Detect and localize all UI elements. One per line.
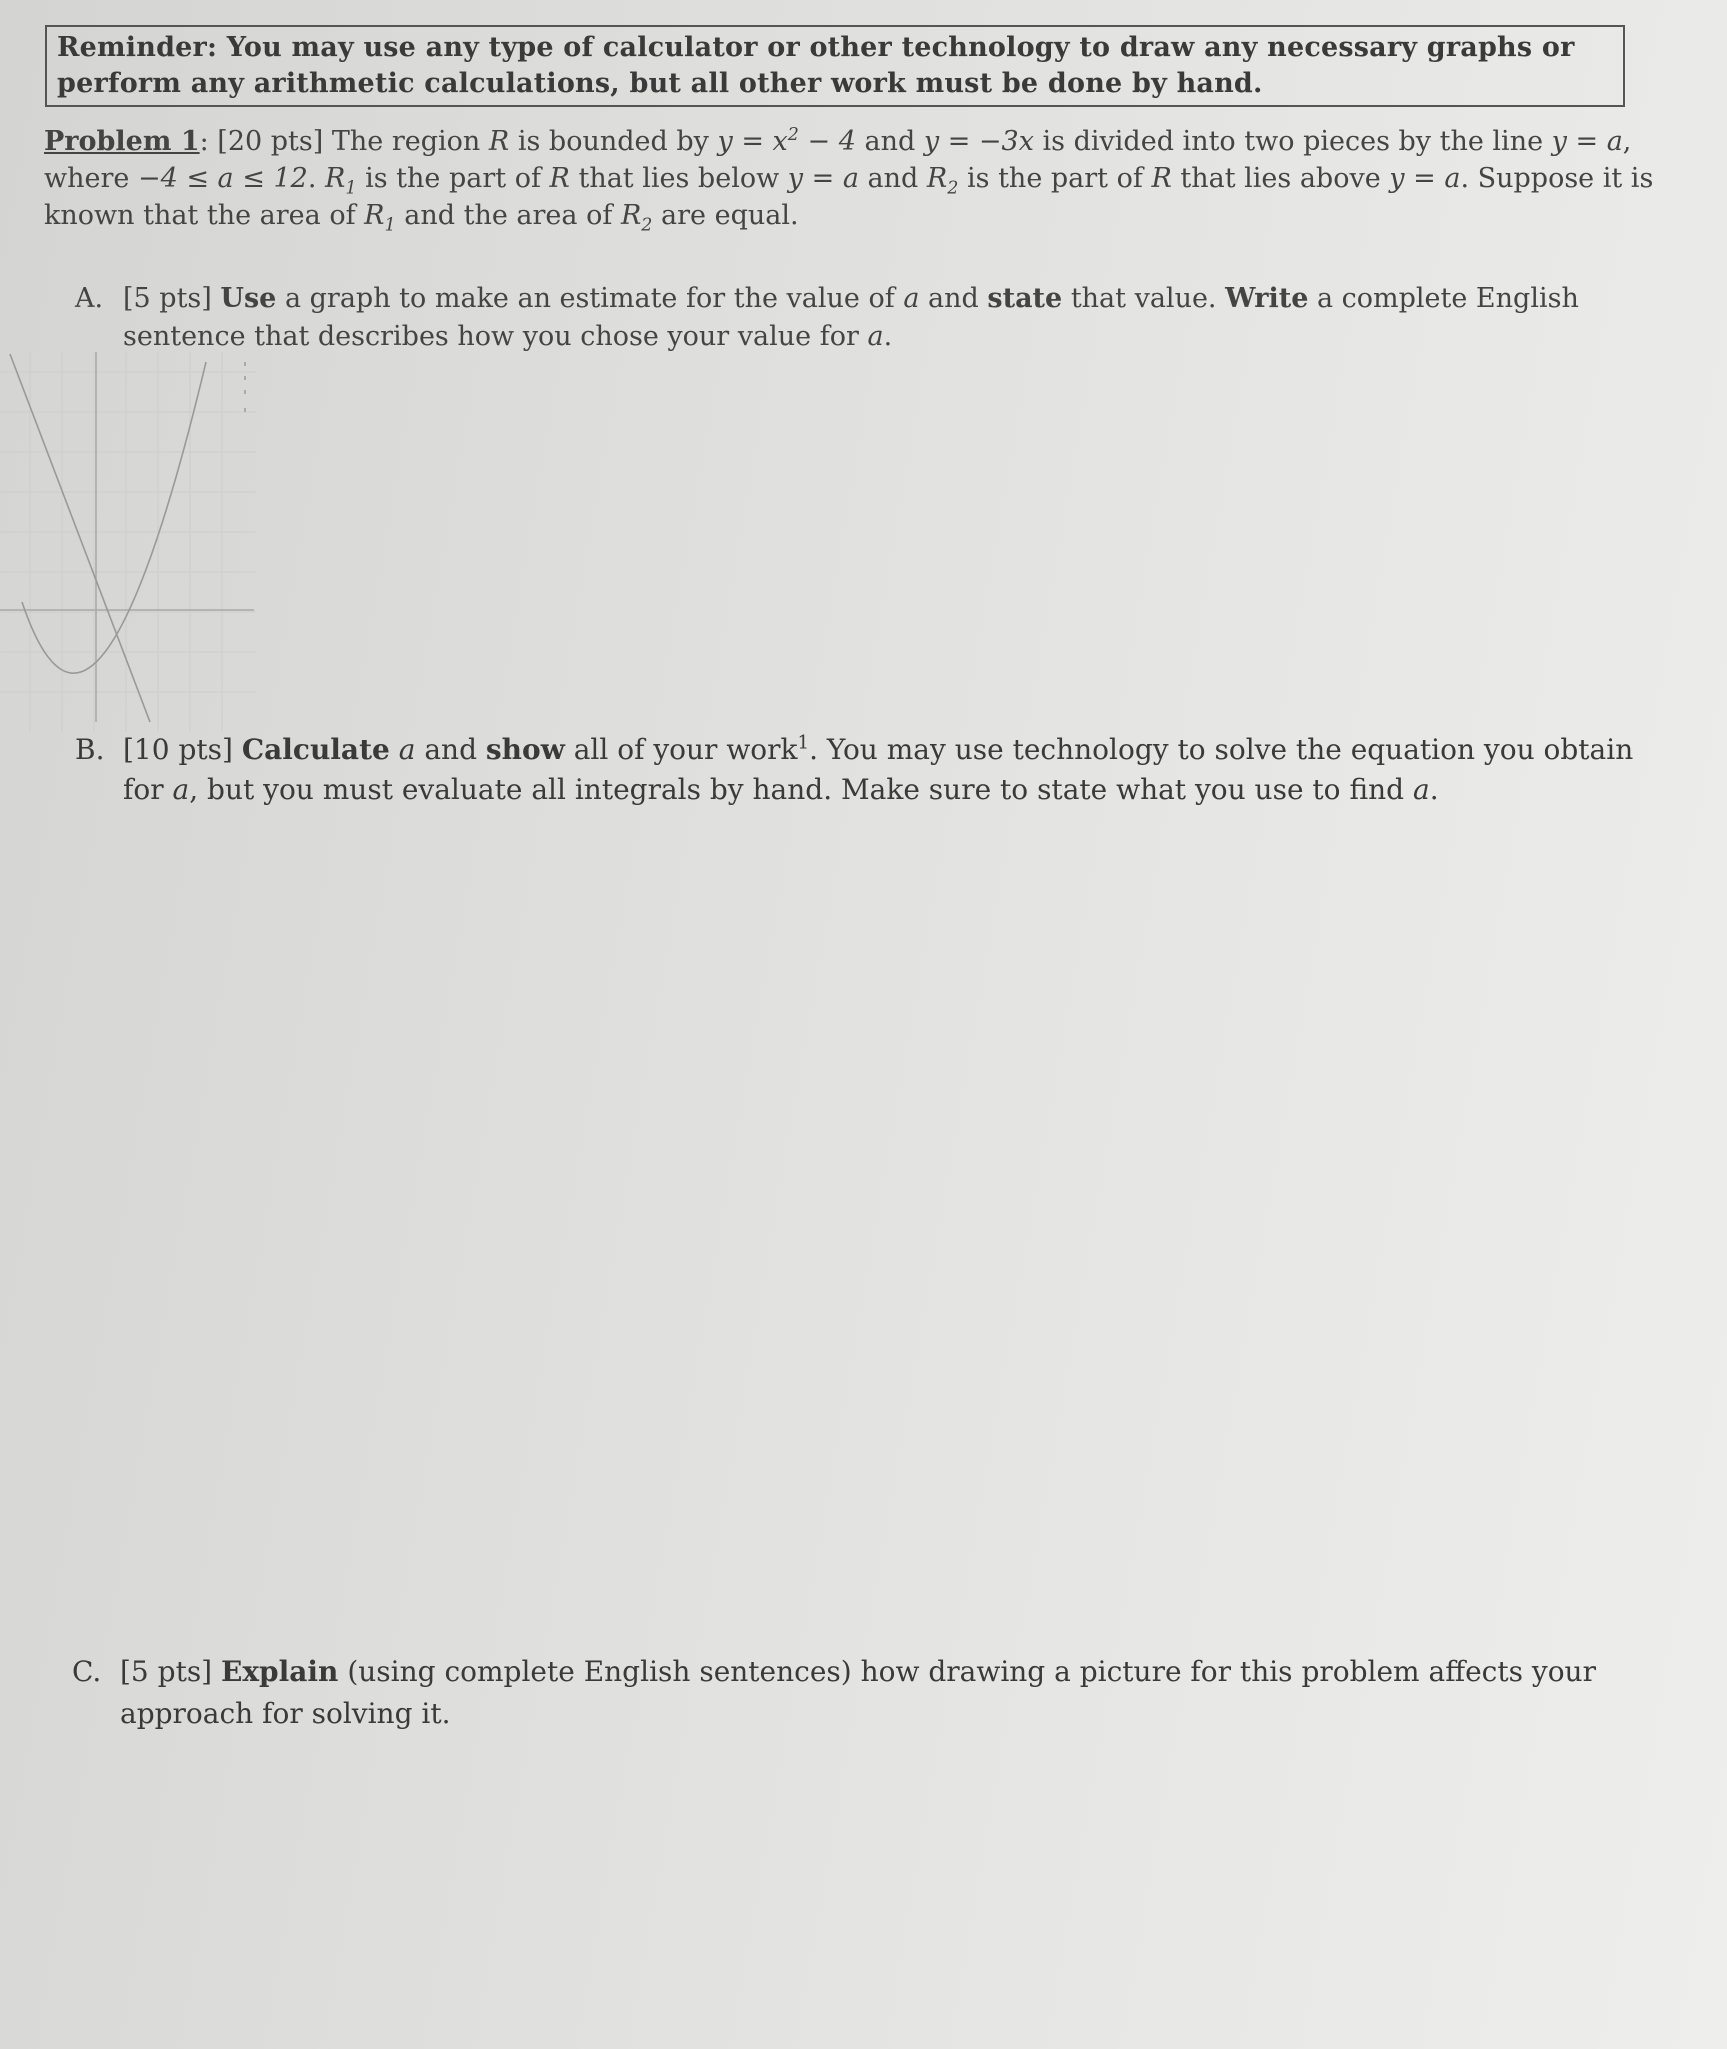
problem-statement: Problem 1: [20 pts] The region R is bounded by $y = x^2 - 4$ and y = −3x is divided into two pieces by the line y = a, where −4 ≤ a ≤ 12. $R_1$ is the part of R that lies below y = a and $R_2$ is the part of R that lies above y = a. Suppose it is known that the area of $R_1$ and the area of $R_2$ are equal. (44, 125, 1654, 236)
part-a-text: and (928, 283, 979, 314)
problem-text: are equal. (661, 200, 799, 231)
part-b-text: all of your work (573, 733, 798, 766)
problem-heading: Problem 1 (44, 126, 200, 157)
problem-text: is the part of (365, 163, 541, 194)
part-b-text: . (1429, 773, 1439, 806)
problem-text: and (867, 163, 919, 194)
reminder-label: Reminder: (57, 32, 218, 63)
part-c-text: (using complete English sentences) how drawing a picture for this problem affects your approach for solving it. (120, 1655, 1596, 1730)
part-a-points: [5 pts] (123, 283, 212, 314)
graph-grid (0, 352, 256, 732)
part-a-text: a graph to make an estimate for the value of (284, 283, 895, 314)
problem-points: [20 pts] (217, 126, 324, 157)
symbol-r2: $R_2$ (620, 200, 653, 236)
symbol-r: R (488, 126, 510, 157)
problem-text: . (307, 163, 317, 194)
reminder-text: You may use any type of calculator or other technology to draw any necessary graphs or perform any arithmetic calculations, but all other work must be done by hand. (57, 32, 1575, 99)
part-a-text: . (883, 321, 893, 352)
part-a (75, 280, 1635, 356)
variable-a: a (1412, 773, 1430, 806)
graph-tick-marks (244, 362, 246, 412)
reminder-box (45, 25, 1625, 107)
problem-text: The region (331, 126, 481, 157)
graph-sketch (0, 352, 256, 732)
equation-horizontal-line: y = a (1389, 163, 1461, 194)
part-b-text: . You may use technology to solve the equation you obtain for (123, 733, 1634, 806)
equation-horizontal-line: y = a (787, 163, 859, 194)
symbol-r1: $R_1$ (364, 200, 396, 236)
variable-a: a (903, 283, 920, 314)
part-b-keyword: show (485, 733, 565, 766)
part-c (72, 1651, 1632, 1735)
variable-a: a (172, 773, 190, 806)
part-a-keyword: state (987, 283, 1063, 314)
problem-text: and (864, 126, 916, 157)
part-a-keyword: Write (1225, 283, 1309, 314)
footnote-marker: 1 (797, 732, 810, 754)
part-b-text: and (424, 733, 477, 766)
part-a-keyword: Use (220, 283, 277, 314)
part-a-letter: A. (75, 283, 104, 314)
part-b (75, 730, 1675, 810)
part-c-points: [5 pts] (120, 1655, 213, 1688)
part-a-text: a complete English sentence that describes how you chose your value for (123, 283, 1579, 352)
variable-a: a (867, 321, 884, 352)
variable-a: a (398, 733, 416, 766)
problem-text: that lies below (578, 163, 780, 194)
problem-text: , where (44, 126, 1632, 194)
symbol-r1: $R_1$ (325, 163, 357, 199)
part-c-letter: C. (72, 1655, 102, 1688)
part-b-points: [10 pts] (123, 733, 233, 766)
line-curve (10, 354, 150, 722)
problem-text: and the area of (404, 200, 613, 231)
problem-text: is bounded by (517, 126, 709, 157)
part-c-keyword: Explain (221, 1655, 339, 1688)
symbol-r: R (549, 163, 570, 194)
problem-text: that lies above (1180, 163, 1381, 194)
symbol-r2: $R_2$ (926, 163, 959, 199)
equation-horizontal-line: y = a (1551, 126, 1623, 157)
problem-text: Suppose it is known that the area of (44, 163, 1654, 231)
part-b-letter: B. (75, 733, 105, 766)
equation-line: y = −3x (923, 126, 1034, 157)
part-b-keyword: Calculate (241, 733, 390, 766)
symbol-r: R (1151, 163, 1172, 194)
problem-text: is the part of (967, 163, 1143, 194)
part-a-text: that value. (1070, 283, 1217, 314)
part-b-text: , but you must evaluate all integrals by hand. Make sure to state what you use to find (189, 773, 1405, 806)
equation-parabola: $y = x^2 - 4$ (717, 125, 856, 157)
inequality-a: −4 ≤ a ≤ 12 (137, 163, 308, 194)
problem-text: is divided into two pieces by the line (1042, 126, 1544, 157)
